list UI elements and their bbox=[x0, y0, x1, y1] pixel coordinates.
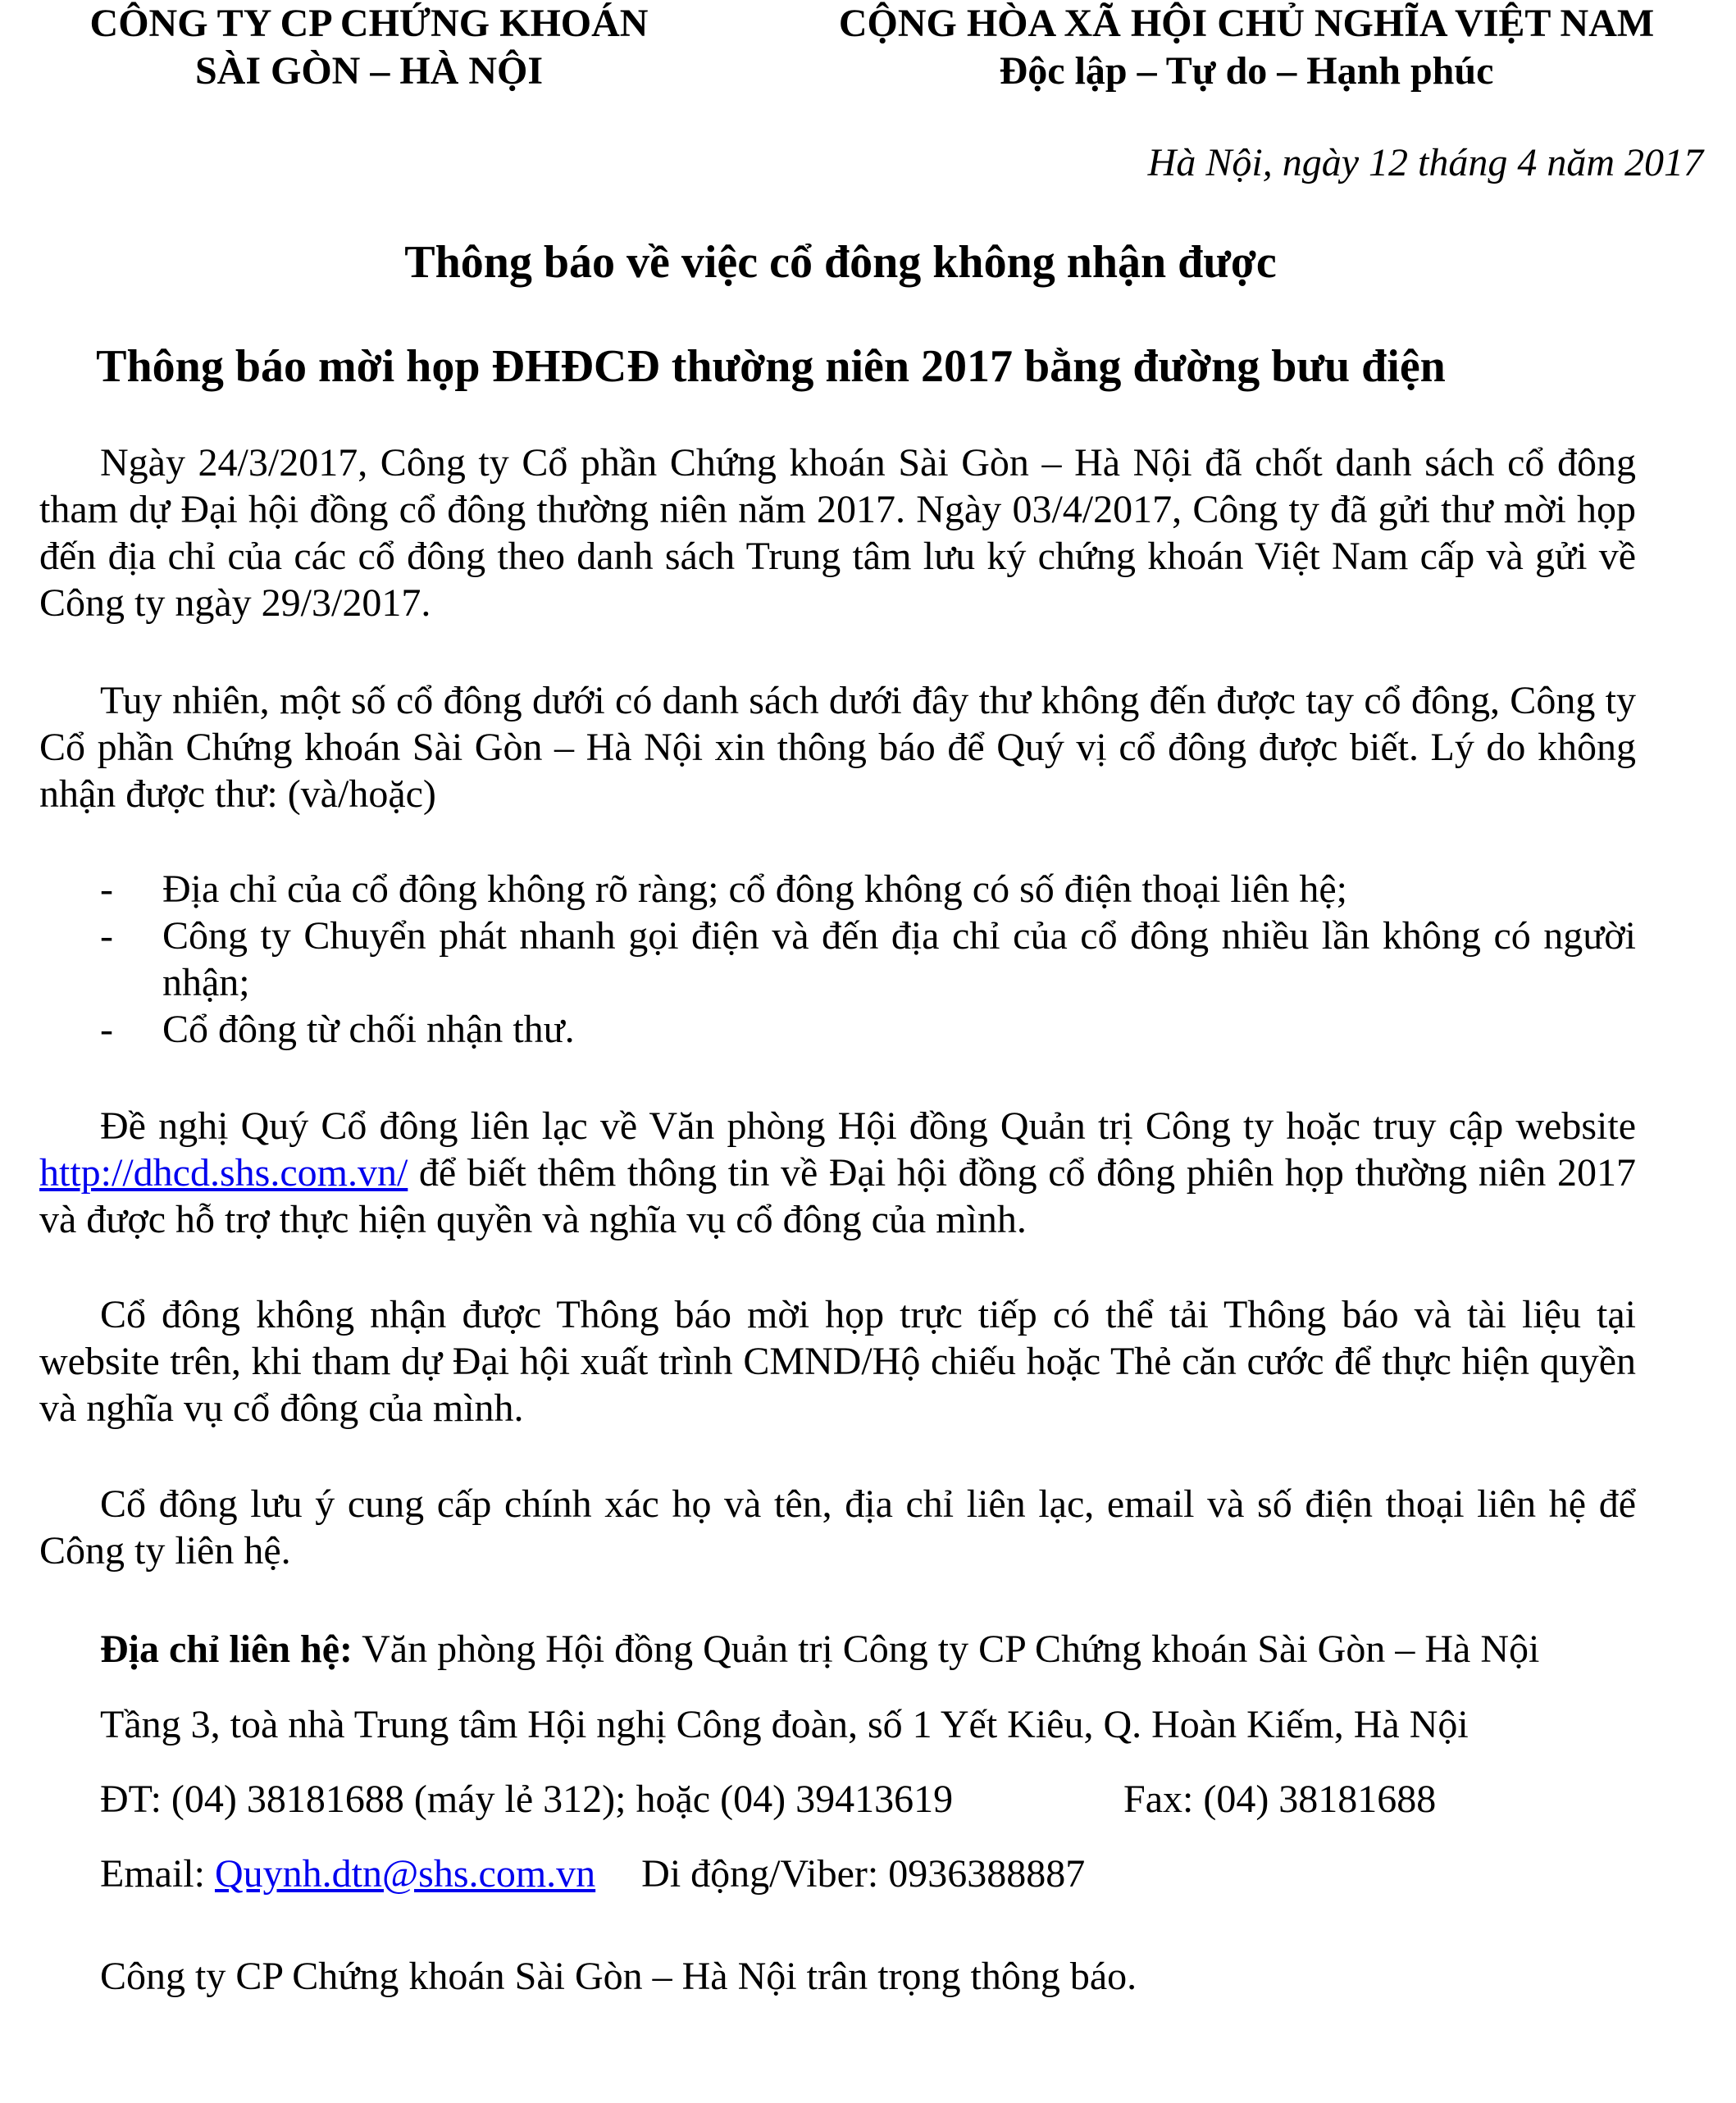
contact-mobile: Di động/Viber: 0936388887 bbox=[641, 1852, 1086, 1896]
list-item-text: Địa chỉ của cổ đông không rõ ràng; cổ đông không có số điện thoại liên hệ; bbox=[162, 867, 1347, 911]
contact-phone: ĐT: (04) 38181688 (máy lẻ 312); hoặc (04) 39413619 bbox=[100, 1778, 954, 1821]
company-name-line1: CÔNG TY CP CHỨNG KHOÁN bbox=[89, 2, 649, 45]
paragraph-website-start: Đề nghị Quý Cổ đông liên lạc về Văn phòng Hội đồng Quản trị Công ty hoặc truy cập website bbox=[100, 1104, 1636, 1148]
website-link[interactable]: http://dhcd.shs.com.vn/ bbox=[39, 1151, 408, 1195]
email-label: Email: bbox=[100, 1852, 215, 1896]
list-item bbox=[39, 1006, 1636, 1053]
reasons-list bbox=[39, 866, 1636, 1053]
company-name-line2: SÀI GÒN – HÀ NỘI bbox=[194, 49, 544, 93]
paragraph-website bbox=[39, 1103, 1636, 1243]
company-header bbox=[33, 0, 705, 95]
national-name: CỘNG HÒA XÃ HỘI CHỦ NGHĨA VIỆT NAM bbox=[838, 2, 1655, 45]
document-title-line1: Thông báo về việc cổ đông không nhận được bbox=[404, 237, 1277, 288]
document-title-line2: Thông báo mời họp ĐHĐCĐ thường niên 2017 bằng đường bưu điện bbox=[96, 341, 1446, 392]
national-header bbox=[771, 0, 1722, 95]
bullet-dash: - bbox=[100, 1008, 113, 1051]
closing-line: Công ty CP Chứng khoán Sài Gòn – Hà Nội trân trọng thông báo. bbox=[100, 1955, 1137, 1998]
paragraph-website-end: để biết thêm thông tin về Đại hội đồng cổ đông phiên họp thường niên 2017 và được hỗ trợ thực hiện quyền và nghĩa vụ cổ đông của mình. bbox=[39, 1151, 1636, 1241]
contact-fax: Fax: (04) 38181688 bbox=[1123, 1778, 1437, 1821]
address-label: Địa chỉ liên hệ: bbox=[100, 1627, 353, 1671]
bullet-dash: - bbox=[100, 914, 113, 958]
paragraph-reasons-intro: Tuy nhiên, một số cổ đông dưới có danh sách dưới đây thư không đến được tay cổ đông, Công ty Cổ phần Chứng khoán Sài Gòn – Hà Nội xin thông báo để Quý vị cổ đông được biết. Lý do không nhận được thư: (và/hoặc) bbox=[39, 679, 1636, 816]
contact-email-row bbox=[100, 1850, 1085, 1897]
list-item-text: Công ty Chuyển phát nhanh gọi điện và đến địa chỉ của cổ đông nhiều lần không có người nhận; bbox=[162, 914, 1636, 1004]
paragraph-note: Cổ đông lưu ý cung cấp chính xác họ và tên, địa chỉ liên lạc, email và số điện thoại liên hệ để Công ty liên hệ. bbox=[39, 1482, 1636, 1573]
address-value: Văn phòng Hội đồng Quản trị Công ty CP Chứng khoán Sài Gòn – Hà Nội bbox=[353, 1627, 1540, 1671]
list-item bbox=[39, 913, 1636, 1006]
bullet-dash: - bbox=[100, 867, 113, 911]
national-motto: Độc lập – Tự do – Hạnh phúc bbox=[999, 49, 1494, 93]
contact-address bbox=[100, 1626, 1539, 1673]
contact-address-line2: Tầng 3, toà nhà Trung tâm Hội nghị Công đoàn, số 1 Yết Kiêu, Q. Hoàn Kiếm, Hà Nội bbox=[100, 1703, 1469, 1746]
list-item bbox=[39, 866, 1636, 913]
contact-phone-row bbox=[100, 1776, 1437, 1823]
email-link[interactable]: Quynh.dtn@shs.com.vn bbox=[214, 1852, 596, 1896]
paragraph-download: Cổ đông không nhận được Thông báo mời họp trực tiếp có thể tải Thông báo và tài liệu tại website trên, khi tham dự Đại hội xuất trình CMND/Hộ chiếu hoặc Thẻ căn cước để thực hiện quyền và nghĩa vụ cổ đông của mình. bbox=[39, 1293, 1636, 1430]
paragraph-intro: Ngày 24/3/2017, Công ty Cổ phần Chứng khoán Sài Gòn – Hà Nội đã chốt danh sách cổ đông tham dự Đại hội đồng cổ đông thường niên năm 2017. Ngày 03/4/2017, Công ty đã gửi thư mời họp đến địa chỉ của các cổ đông theo danh sách Trung tâm lưu ký chứng khoán Việt Nam cấp và gửi về Công ty ngày 29/3/2017. bbox=[39, 441, 1636, 625]
document-date: Hà Nội, ngày 12 tháng 4 năm 2017 bbox=[1147, 141, 1703, 184]
list-item-text: Cổ đông từ chối nhận thư. bbox=[162, 1008, 575, 1051]
